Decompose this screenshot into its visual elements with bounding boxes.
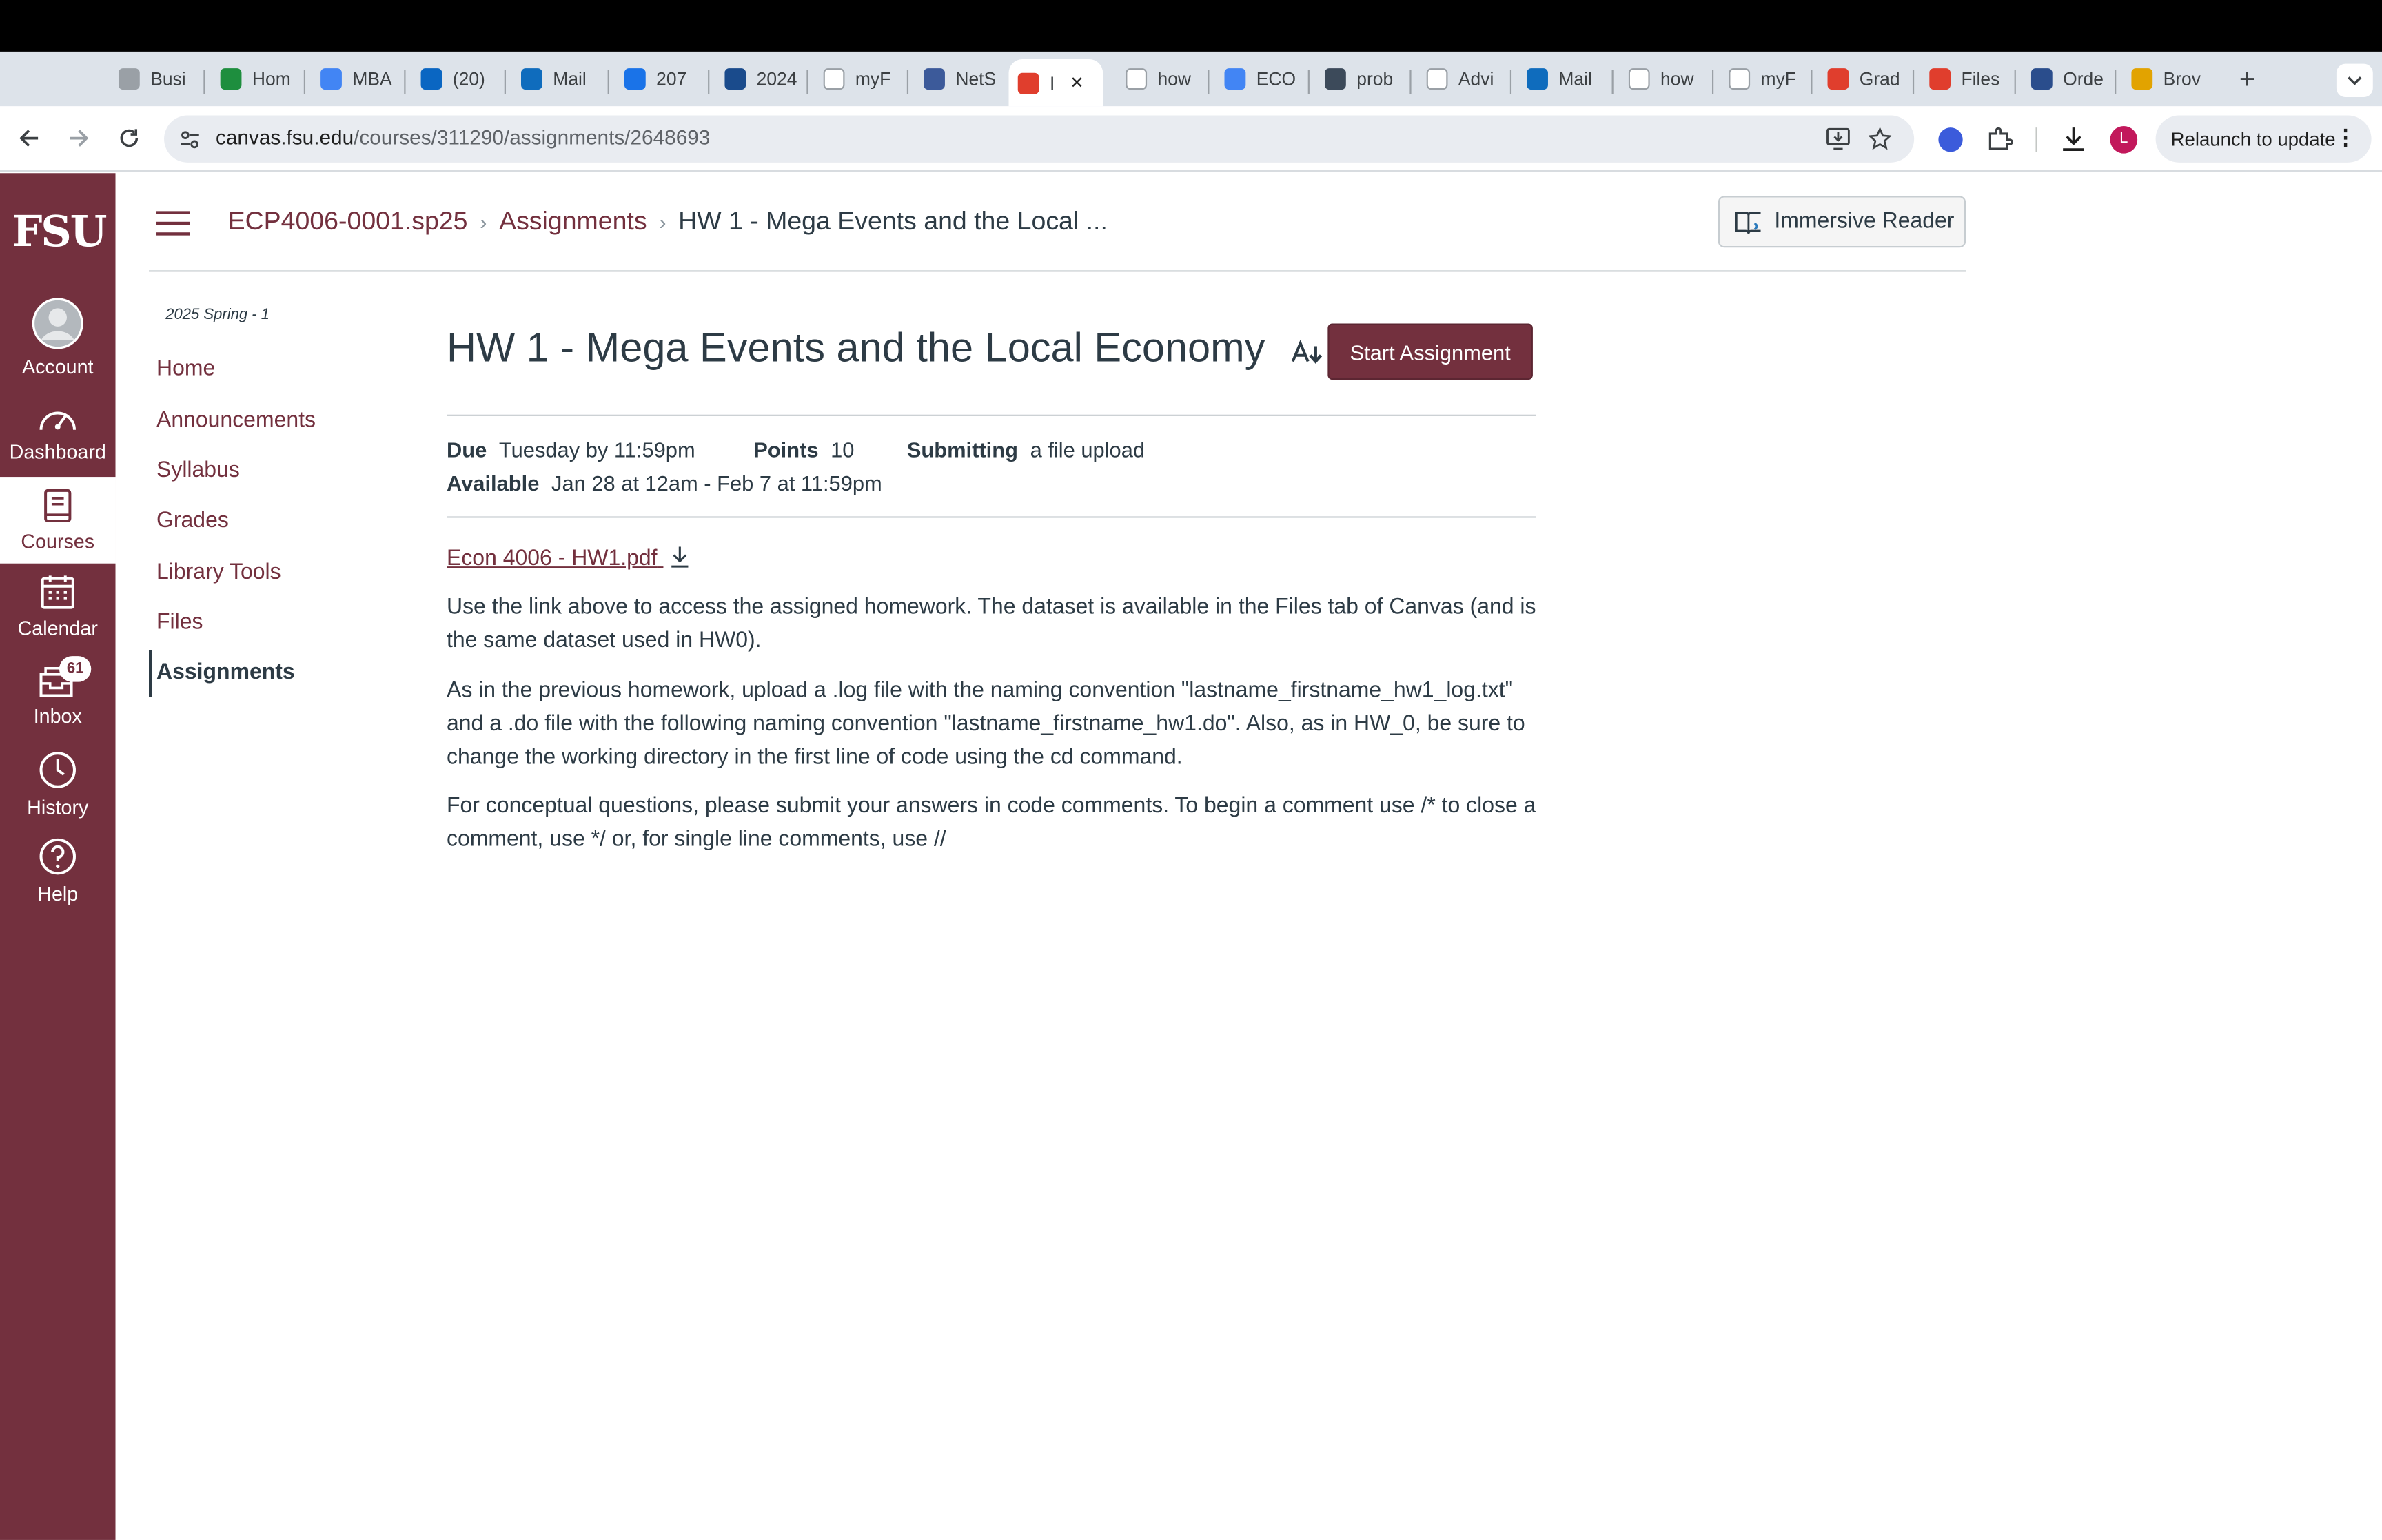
tab-favicon-icon (1527, 68, 1548, 90)
tab-title: Orde (2063, 68, 2104, 90)
tab-favicon-icon (924, 68, 945, 90)
tab-favicon-icon (1325, 68, 1346, 90)
new-tab-button[interactable]: + (2239, 63, 2255, 94)
tab-separator (1208, 70, 1209, 94)
tab-separator (505, 70, 506, 94)
calendar-icon (39, 574, 76, 610)
assignment-title (447, 325, 1325, 372)
browser-tab[interactable] (1527, 59, 1606, 99)
tab-title: I (1050, 72, 1055, 94)
tab-favicon-icon (320, 68, 342, 90)
header-divider (149, 270, 1966, 271)
tab-separator (1712, 70, 1713, 94)
description-paragraph: For conceptual questions, please submit your answers in code comments. To begin a comment use /* to close a comment, use */ or, for single line comments, use // (447, 794, 1536, 852)
downloads-icon[interactable] (2062, 126, 2086, 152)
relaunch-label: Relaunch to update (2170, 128, 2336, 150)
tab-favicon-icon (1929, 68, 1951, 90)
global-nav-dashboard-label: Dashboard (9, 440, 106, 464)
tab-title: how (1157, 68, 1192, 90)
bookmark-star-icon[interactable] (1869, 127, 1891, 150)
tab-title: myF (1760, 68, 1796, 90)
tab-separator (1409, 70, 1411, 94)
global-nav-courses-label: Courses (21, 530, 95, 553)
breadcrumb (228, 207, 1108, 237)
course-nav-grades[interactable]: Grades (156, 509, 229, 533)
site-info-icon[interactable] (179, 129, 201, 150)
course-nav-library-tools[interactable]: Library Tools (156, 560, 281, 585)
tab-favicon-icon (221, 68, 242, 90)
reload-icon (119, 127, 140, 149)
forward-button[interactable] (62, 121, 95, 154)
tab-favicon-icon (1018, 72, 1039, 94)
due-label: Due (447, 437, 487, 462)
tab-title: NetS (955, 68, 997, 90)
chevron-down-icon (2347, 76, 2362, 85)
tab-favicon-icon (724, 68, 746, 90)
download-icon[interactable] (669, 545, 689, 568)
profile-avatar[interactable]: L (2110, 126, 2137, 154)
tab-separator (1811, 70, 1812, 94)
browser-tab[interactable] (824, 59, 903, 99)
available-value: Jan 28 at 12am - Feb 7 at 11:59pm (551, 471, 882, 495)
more-menu-icon: ⋮ (2334, 124, 2356, 149)
url-path: /courses/311290/assignments/2648693 (354, 125, 711, 149)
browser-tab[interactable] (1828, 59, 1907, 99)
browser-tab[interactable] (521, 59, 600, 99)
tab-favicon-icon (824, 68, 845, 90)
close-tab-icon[interactable]: ✕ (1070, 74, 1084, 93)
course-nav-announcements[interactable]: Announcements (156, 408, 316, 433)
browser-tab[interactable] (1729, 59, 1808, 99)
tab-title: Busi (150, 68, 186, 90)
course-nav-home[interactable]: Home (156, 356, 216, 382)
tab-title: Mail (553, 68, 587, 90)
breadcrumb-chevron-icon: › (480, 209, 487, 234)
tab-title: ECO (1256, 68, 1296, 90)
course-menu-toggle[interactable] (156, 211, 190, 235)
courses-icon (43, 488, 73, 524)
tab-title: prob (1356, 68, 1394, 90)
tab-favicon-icon (1126, 68, 1147, 90)
extensions-puzzle-icon[interactable] (1987, 126, 2013, 152)
global-nav-inbox[interactable] (0, 662, 116, 732)
availability (447, 471, 882, 495)
browser-tab[interactable] (320, 59, 400, 99)
tab-title: 2024 (756, 68, 797, 90)
submitting-value: a file upload (1030, 437, 1146, 462)
breadcrumb-assignments[interactable]: Assignments (499, 206, 647, 236)
tab-separator (1612, 70, 1614, 94)
browser-tab[interactable] (1427, 59, 1506, 99)
reload-button[interactable] (112, 121, 145, 154)
tab-search-button[interactable] (2337, 64, 2373, 97)
address-bar[interactable] (164, 116, 1914, 163)
homework-pdf-link[interactable] (447, 545, 689, 571)
browser-tab[interactable] (1009, 59, 1103, 106)
tab-favicon-icon (421, 68, 442, 90)
relaunch-button[interactable] (2156, 116, 2372, 163)
tab-favicon-icon (1629, 68, 1650, 90)
course-nav-files[interactable]: Files (156, 610, 203, 635)
tab-title: Advi (1458, 68, 1494, 90)
global-nav-dashboard[interactable] (0, 404, 116, 473)
details-bottom-divider (447, 516, 1536, 517)
inbox-unread-badge: 61 (59, 656, 91, 681)
browser-tab[interactable] (724, 59, 804, 99)
browser-tab[interactable] (624, 59, 704, 99)
course-nav-assignments[interactable]: Assignments (149, 650, 295, 697)
tab-separator (708, 70, 709, 94)
global-nav-history-label: History (27, 795, 89, 819)
global-nav-calendar-label: Calendar (17, 616, 98, 639)
extension-icon[interactable] (1938, 127, 1962, 152)
due-value: Tuesday by 11:59pm (498, 437, 695, 462)
browser-tab[interactable] (1224, 59, 1303, 99)
description-paragraph: Use the link above to access the assigned homework. The dataset is available in the Files tab of Canvas (and is the same dataset used in HW0). (447, 595, 1536, 653)
points-value: 10 (831, 437, 855, 462)
tab-separator (1510, 70, 1511, 94)
url-text (216, 126, 710, 149)
browser-tab[interactable] (421, 59, 500, 99)
tab-separator (907, 70, 908, 94)
tab-title: how (1660, 68, 1694, 90)
arrow-left-icon (18, 127, 39, 149)
browser-toolbar (0, 106, 2382, 172)
global-nav-calendar[interactable] (0, 574, 116, 644)
arrow-right-icon (68, 127, 90, 149)
tab-favicon-icon (1224, 68, 1245, 90)
tab-title: 207 (656, 68, 687, 90)
account-avatar-icon (32, 298, 83, 349)
browser-tab-strip (0, 52, 2382, 106)
browser-tab[interactable] (2031, 59, 2110, 99)
install-app-icon[interactable] (1826, 127, 1850, 150)
tab-separator (2015, 70, 2016, 94)
course-term: 2025 Spring - 1 (165, 307, 269, 324)
tab-title: Hom (252, 68, 291, 90)
help-icon (38, 836, 77, 876)
breadcrumb-chevron-icon: › (659, 209, 666, 234)
browser-tab[interactable] (119, 59, 198, 99)
tab-favicon-icon (1427, 68, 1448, 90)
browser-tab[interactable] (1325, 59, 1404, 99)
submitting-label: Submitting (906, 437, 1018, 462)
tab-title: Grad (1859, 68, 1900, 90)
translate-icon[interactable] (1292, 340, 1325, 365)
tab-favicon-icon (1729, 68, 1750, 90)
url-host: canvas.fsu.edu (215, 125, 354, 149)
tab-title: Brov (2163, 68, 2201, 90)
tab-title: myF (855, 68, 891, 90)
browser-tab[interactable] (1126, 59, 1205, 99)
tab-title: (20) (452, 68, 485, 90)
immersive-reader-button[interactable] (1718, 196, 1966, 247)
tab-separator (2115, 70, 2116, 94)
details-top-divider (447, 415, 1536, 416)
tab-favicon-icon (624, 68, 646, 90)
tab-title: Mail (1558, 68, 1592, 90)
global-nav-help[interactable] (0, 836, 116, 906)
immersive-reader-label: Immersive Reader (1774, 209, 1955, 234)
global-navigation (0, 173, 116, 1540)
browser-tab[interactable] (924, 59, 1003, 99)
tab-separator (806, 70, 808, 94)
tab-title: Files (1961, 68, 2000, 90)
tab-separator (304, 70, 305, 94)
global-nav-help-label: Help (37, 882, 79, 905)
browser-tab[interactable] (1629, 59, 1708, 99)
dashboard-icon (38, 404, 77, 434)
browser-tab[interactable] (1929, 59, 2008, 99)
global-nav-courses[interactable] (0, 477, 116, 564)
breadcrumb-course[interactable]: ECP4006-0001.sp25 (227, 206, 468, 236)
history-icon (38, 750, 77, 790)
tab-favicon-icon (1828, 68, 1849, 90)
immersive-reader-icon (1735, 209, 1765, 237)
global-nav-inbox-label: Inbox (33, 704, 82, 728)
points-label: Points (753, 437, 819, 462)
screen-top-bar (0, 0, 2382, 52)
browser-tab[interactable] (221, 59, 300, 99)
tab-separator (404, 70, 405, 94)
tab-separator (1913, 70, 1914, 94)
tab-favicon-icon (2131, 68, 2152, 90)
browser-tab[interactable] (2131, 59, 2210, 99)
points (753, 438, 854, 462)
tab-favicon-icon (2031, 68, 2053, 90)
course-nav-syllabus[interactable]: Syllabus (156, 458, 240, 483)
breadcrumb-current: HW 1 - Mega Events and the Local ... (678, 206, 1108, 236)
tab-separator (1308, 70, 1310, 94)
global-nav-account[interactable] (0, 298, 116, 382)
submission-type (907, 438, 1145, 462)
start-assignment-button[interactable]: Start Assignment (1327, 323, 1533, 380)
back-button[interactable] (12, 121, 45, 154)
available-label: Available (447, 471, 540, 495)
homework-pdf-link-text[interactable]: Econ 4006 - HW1.pdf (447, 546, 658, 571)
global-nav-account-label: Account (21, 355, 94, 378)
fsu-logo[interactable]: FSU (12, 206, 106, 257)
tab-title: MBA (352, 68, 392, 90)
tab-separator (608, 70, 609, 94)
tab-separator (203, 70, 205, 94)
assignment-title-text: HW 1 - Mega Events and the Local Economy (447, 325, 1265, 371)
global-nav-history[interactable] (0, 750, 116, 820)
tab-favicon-icon (119, 68, 140, 90)
tab-favicon-icon (521, 68, 542, 90)
toolbar-divider (2035, 127, 2037, 152)
due-date (447, 438, 695, 462)
description-paragraph: As in the previous homework, upload a .log file with the naming convention "lastname_firstname_hw1_log.txt" and a .do file with the following naming convention "lastname_firstname_hw1.do". Also, as in HW_0, be sure to change the working directory in the first line of code using the cd command. (447, 679, 1525, 770)
